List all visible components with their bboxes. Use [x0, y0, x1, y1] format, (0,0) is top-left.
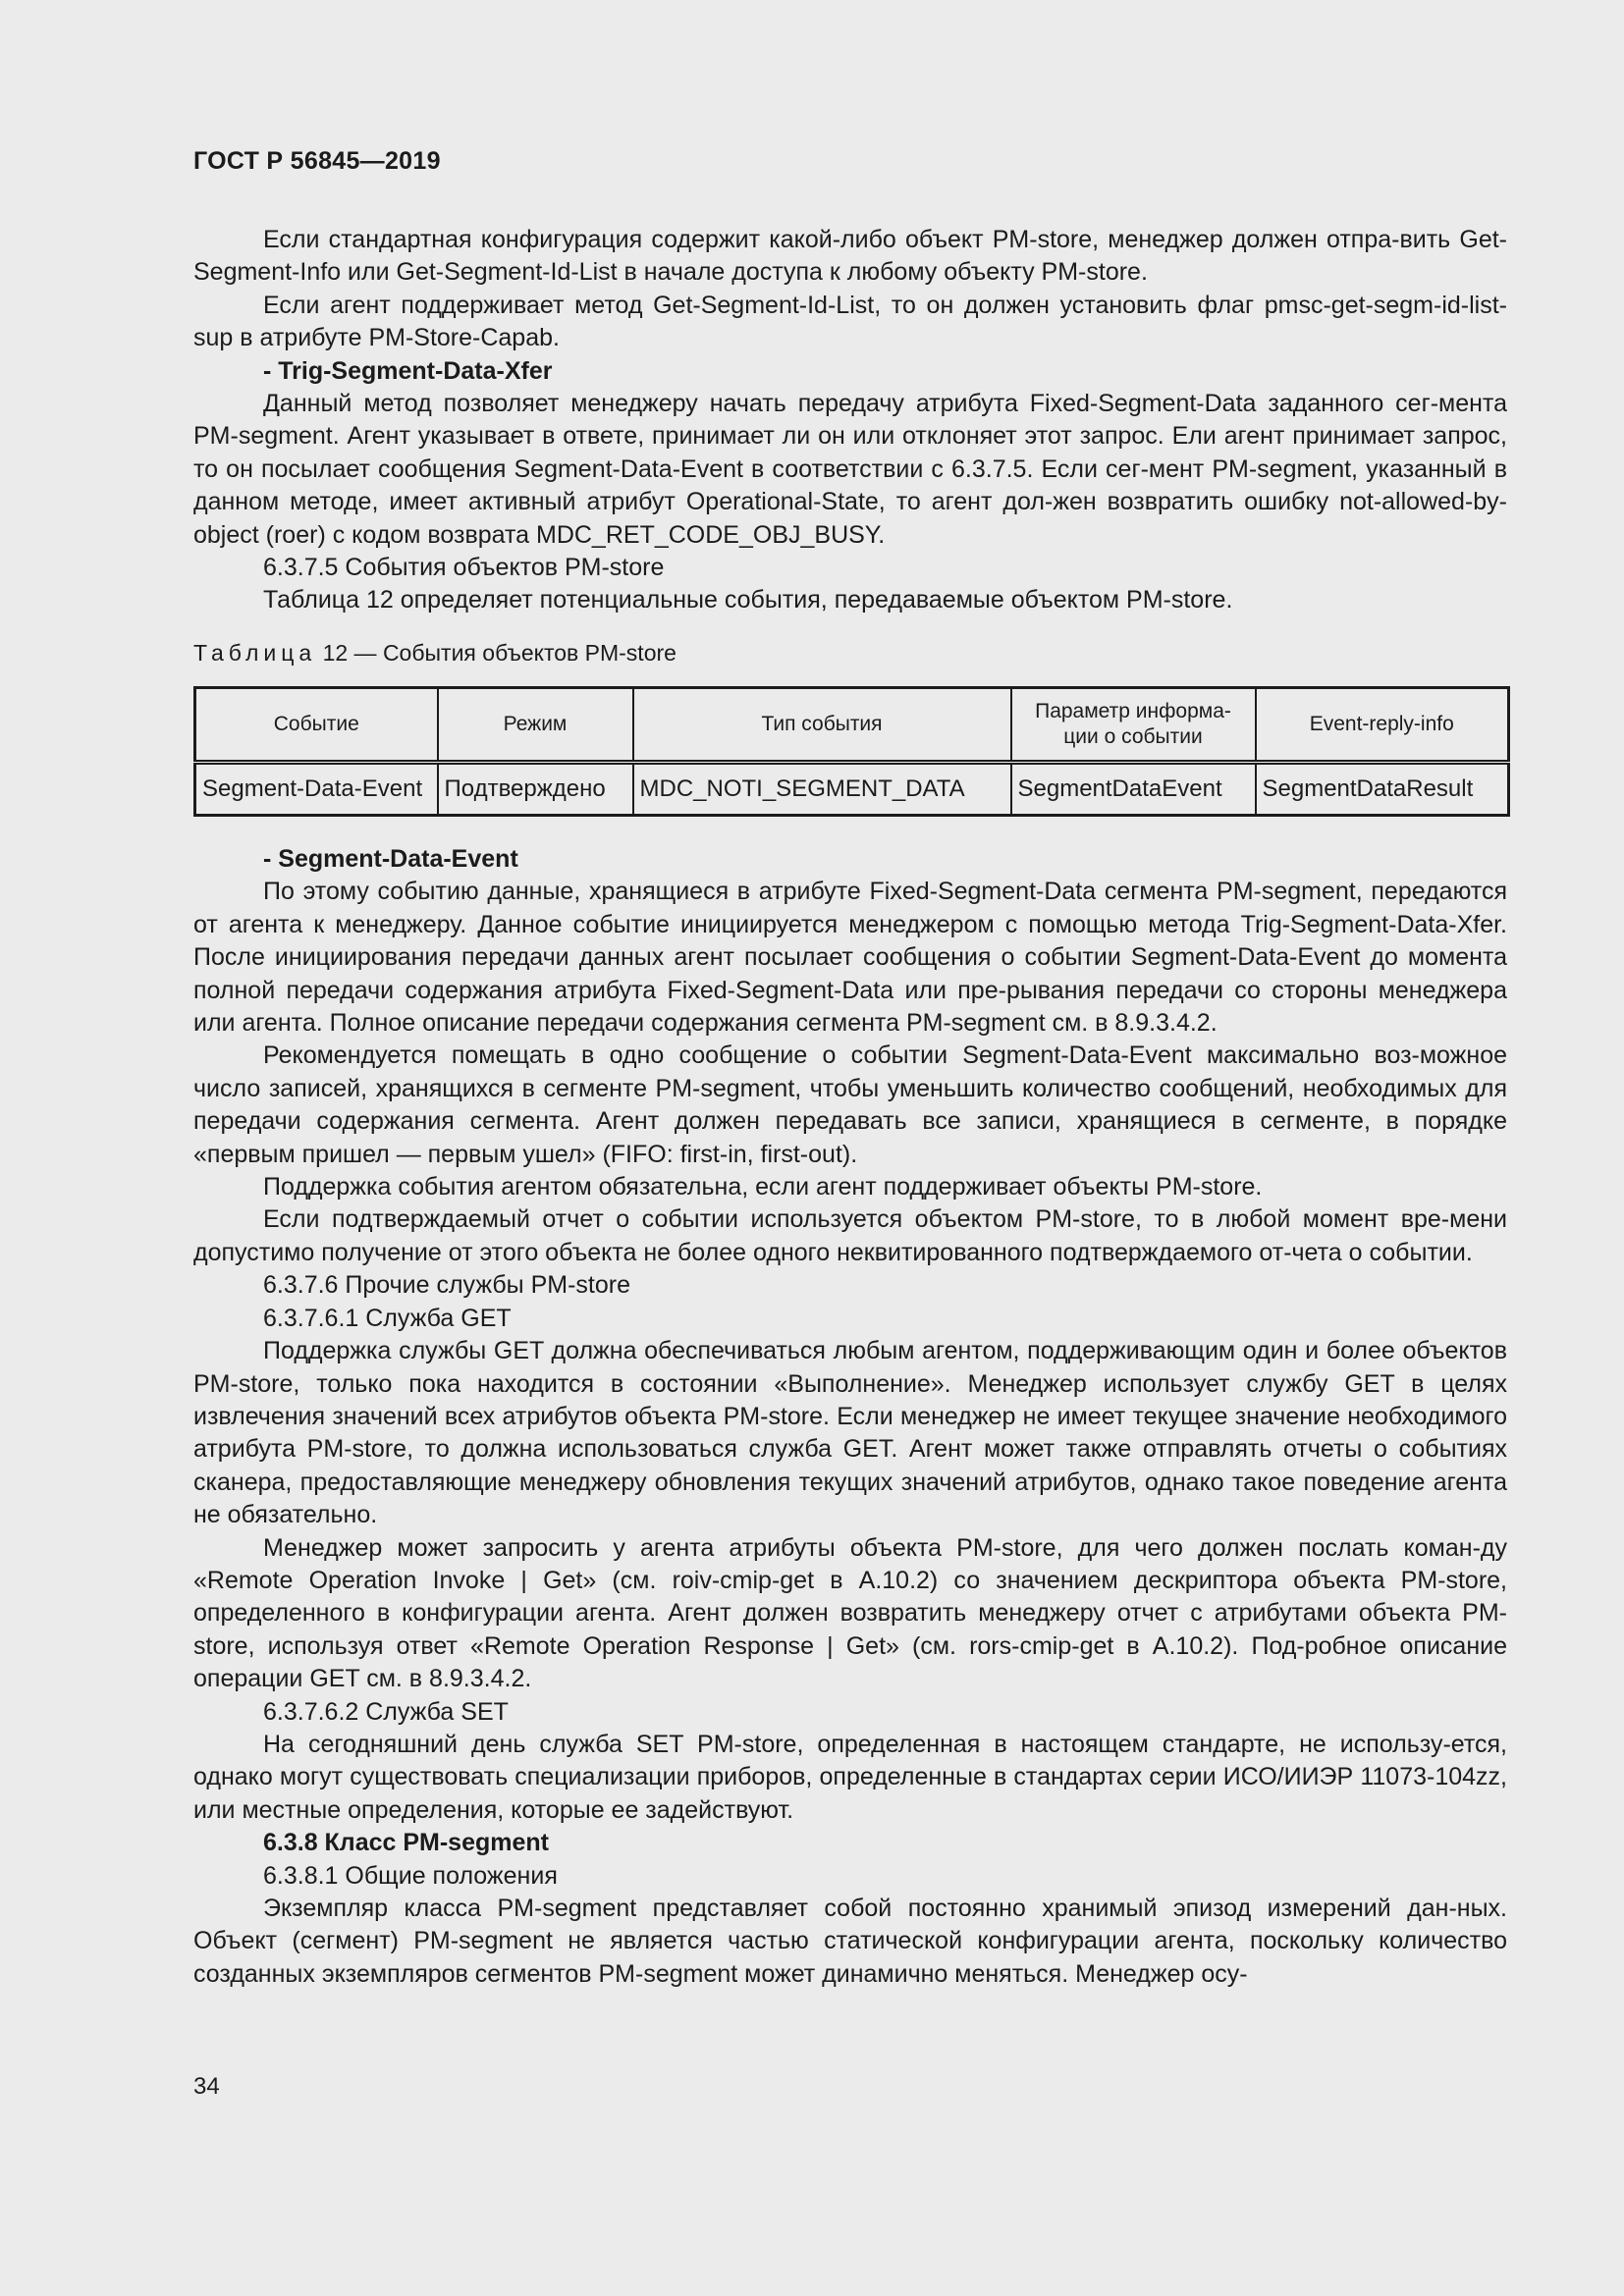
paragraph: Экземпляр класса PM-segment представляет собой постоянно хранимый эпизод измерений дан-ных. Объект (сегмент) PM-segment не является частью статической конфигурации агента, поскольку количество созданных экземпляров сегментов PM-segment может динамично меняться. Менеджер осу-: [193, 1895, 1507, 1988]
table-caption: [193, 640, 677, 667]
paragraph: Поддержка события агентом обязательна, если агент поддерживает объекты PM-store.: [263, 1173, 1263, 1201]
table-cell: Segment-Data-Event: [195, 763, 438, 816]
table-cell: SegmentDataResult: [1256, 763, 1509, 816]
paragraph: На сегодняшний день служба SET PM-store, определенная в настоящем стандарте, не использу-ется, однако могут существовать специализации приборов, определенные в стандартах серии ИСО/ИИЭР 11073-104zz, или местные определения, которые ее задействуют.: [193, 1730, 1507, 1824]
paragraph: 6.3.7.5 События объектов PM-store: [263, 554, 665, 582]
section-heading: - Trig-Segment-Data-Xfer: [263, 356, 553, 385]
table-header-cell: Тип события: [633, 688, 1011, 763]
paragraph: По этому событию данные, хранящиеся в атрибуте Fixed-Segment-Data сегмента PM-segment, передаются от агента к менеджеру. Данное событие инициируется менеджером с помощью метода Trig-Segment-Data-Xfer. После инициирования передачи данных агент посылает сообщения о событии Segment-Data-Event до момента полной передачи содержания атрибута Fixed-Segment-Data или пре-рывания передачи со стороны менеджера или агента. Полное описание передачи содержания сегмента PM-segment см. в 8.9.3.4.2.: [193, 878, 1507, 1038]
text-block-1: [193, 224, 1507, 617]
paragraph: Таблица 12 определяет потенциальные события, передаваемые объектом PM-store.: [263, 586, 1233, 614]
table-caption-label: Таблица: [193, 640, 317, 666]
paragraph: Поддержка службы GET должна обеспечиваться любым агентом, поддерживающим один и более объектов PM-store, только пока находится в состоянии «Выполнение». Менеджер использует службу GET в целях извлечения значений всех атрибутов объекта PM-store. Если менеджер не имеет текущее значение необходимого атрибута PM-store, то должна использоваться служба GET. Агент может также отправлять отчеты о событиях сканера, предоставляющие менеджеру обновления текущих значений атрибутов, однако такое поведение агента не обязательно.: [193, 1337, 1507, 1529]
table-header-cell: Событие: [195, 688, 438, 763]
table-cell: MDC_NOTI_SEGMENT_DATA: [633, 763, 1011, 816]
paragraph: Если стандартная конфигурация содержит какой-либо объект PM-store, менеджер должен отпра-вить Get-Segment-Info или Get-Segment-Id-List в начале доступа к любому объекту PM-store.: [193, 226, 1507, 287]
table-row: [195, 763, 1509, 816]
paragraph: 6.3.7.6 Прочие службы PM-store: [263, 1271, 630, 1300]
section-heading: 6.3.8 Класс PM-segment: [263, 1829, 549, 1857]
section-heading: - Segment-Data-Event: [263, 845, 518, 873]
paragraph: 6.3.7.6.2 Служба SET: [263, 1697, 509, 1726]
paragraph: Если агент поддерживает метод Get-Segment-Id-List, то он должен установить флаг pmsc-get-segm-id-list-sup в атрибуте PM-Store-Capab.: [193, 291, 1507, 352]
document-header: ГОСТ Р 56845—2019: [193, 147, 441, 175]
table-header-cell: Режим: [438, 688, 633, 763]
page-number: 34: [193, 2073, 220, 2100]
paragraph: 6.3.8.1 Общие положения: [263, 1861, 558, 1890]
table-header-row: [195, 688, 1509, 763]
paragraph: Данный метод позволяет менеджеру начать передачу атрибута Fixed-Segment-Data заданного сег-мента PM-segment. Агент указывает в ответе, принимает ли он или отклоняет этот запрос. Ели агент принимает запрос, то он посылает сообщения Segment-Data-Event в соответствии с 6.3.7.5. Если сег-мент PM-segment, указанный в данном методе, имеет активный атрибут Operational-State, то агент дол-жен возвратить ошибку not-allowed-by-object (roer) с кодом возврата MDC_RET_CODE_OBJ_BUSY.: [193, 390, 1507, 549]
paragraph: 6.3.7.6.1 Служба GET: [263, 1304, 512, 1332]
table-caption-title: 12 — События объектов PM-store: [316, 640, 677, 666]
paragraph: Рекомендуется помещать в одно сообщение о событии Segment-Data-Event максимально воз-можное число записей, хранящихся в сегменте PM-segment, чтобы уменьшить количество сообщений, необходимых для передачи содержания сегмента. Агент должен передавать все записи, хранящиеся в сегменте, в порядке «первым пришел — первым ушел» (FIFO: first-in, first-out).: [193, 1041, 1507, 1168]
text-block-2: [193, 843, 1507, 1991]
table-header-cell: Event-reply-info: [1256, 688, 1509, 763]
table-cell: SegmentDataEvent: [1011, 763, 1256, 816]
paragraph: Если подтверждаемый отчет о событии используется объектом PM-store, то в любой момент вре-мени допустимо получение от этого объекта не более одного неквитированного подтверждаемого от-чета о событии.: [193, 1205, 1507, 1266]
table-cell: Подтверждено: [438, 763, 633, 816]
paragraph: Менеджер может запросить у агента атрибуты объекта PM-store, для чего должен послать коман-ду «Remote Operation Invoke | Get» (см. roiv-cmip-get в А.10.2) со значением дескриптора объекта PM-store, определенного в конфигурации агента. Агент должен возвратить менеджеру отчет с атрибутами объекта PM-store, используя ответ «Remote Operation Response | Get» (см. rors-cmip-get в А.10.2). Под-робное описание операции GET см. в 8.9.3.4.2.: [193, 1533, 1507, 1693]
table-header-cell: Параметр информа-ции о событии: [1011, 688, 1256, 763]
events-table: [193, 686, 1510, 817]
